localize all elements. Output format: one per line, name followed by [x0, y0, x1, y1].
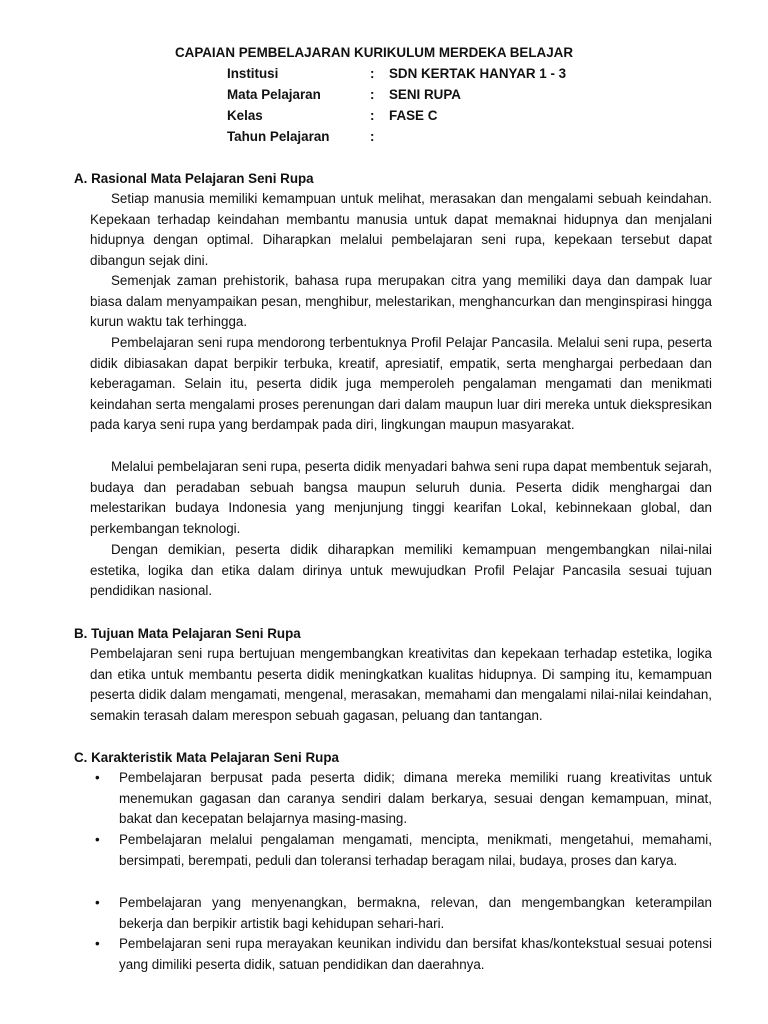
meta-value: FASE C — [389, 108, 438, 123]
bullet-icon: • — [95, 832, 100, 847]
meta-colon: : — [370, 129, 375, 144]
section-a-paragraph-1: Setiap manusia memiliki kemampuan untuk melihat, merasakan dan mengalami sebuah keindahan. Kepekaan terhadap keindahan membantu manusia untuk dapat memaknai hidupnya dan menjalani hidupnya dengan optimal. Diharapkan melalui pembelajaran seni rupa, kepekaan tersebut dapat dibangun sejak dini. — [90, 191, 712, 268]
section-b-paragraph: Pembelajaran seni rupa bertujuan mengembangkan kreativitas dan kepekaan terhadap estetika, logika dan etika untuk membantu peserta didik meningkatkan kualitas hidupnya. Di samping itu, kemampuan peserta didik dalam mengamati, mengenal, merasakan, memahami dan mengalami nilai-nilai keindahan, semakin terasah dalam merespon sebuah gagasan, peluang dan tantangan. — [90, 646, 712, 723]
bullet-text: Pembelajaran melalui pengalaman mengamati, mencipta, menikmati, mengetahui, memahami, bersimpati, berempati, peduli dan toleransi terhadap beragam nilai, budaya, proses dan karya. — [119, 832, 712, 868]
bullet-icon: • — [95, 895, 100, 910]
bullet-icon: • — [95, 936, 100, 951]
section-a-paragraph-5: Dengan demikian, peserta didik diharapkan memiliki kemampuan mengembangkan nilai-nilai estetika, logika dan etika dalam dirinya untuk mewujudkan Profil Pelajar Pancasila sesuai tujuan pendidikan nasional. — [90, 542, 712, 599]
section-a-paragraph-2: Semenjak zaman prehistorik, bahasa rupa merupakan citra yang memiliki daya dan dampak luar biasa dalam menyampaikan pesan, menghibur, melestarikan, menghancurkan dan menginspirasi hingga kurun waktu tak terhingga. — [90, 273, 712, 330]
section-a-paragraph-3: Pembelajaran seni rupa mendorong terbentuknya Profil Pelajar Pancasila. Melalui seni rupa, peserta didik dibiasakan dapat berpikir terbuka, kreatif, apresiatif, empatik, serta menghargai perbedaan dan keberagaman. Selain itu, peserta didik juga memperoleh pengalaman mengamati dan menikmati keindahan serta mengalami proses perenungan dari dalam maupun luar diri mereka untuk diekspresikan pada karya seni rupa yang berdampak pada diri, lingkungan maupun masyarakat. — [90, 335, 712, 433]
section-a-heading: A. Rasional Mata Pelajaran Seni Rupa — [74, 171, 314, 186]
bullet-text: Pembelajaran berpusat pada peserta didik; dimana mereka memiliki ruang kreativitas untuk menemukan gagasan dan caranya sendiri dalam berkarya, sesuai dengan kemampuan, minat, bakat dan kecepatan belajarnya masing-masing. — [119, 770, 712, 827]
meta-value: SDN KERTAK HANYAR 1 - 3 — [389, 66, 567, 81]
section-c-heading: C. Karakteristik Mata Pelajaran Seni Rupa — [74, 750, 339, 765]
section-b-heading: B. Tujuan Mata Pelajaran Seni Rupa — [74, 626, 301, 641]
bullet-text: Pembelajaran yang menyenangkan, bermakna, relevan, dan mengembangkan keterampilan bekerja dan berpikir artistik bagi kehidupan sehari-hari. — [119, 895, 712, 931]
bullet-icon: • — [95, 770, 100, 785]
meta-label: Mata Pelajaran — [227, 87, 321, 102]
bullet-text: Pembelajaran seni rupa merayakan keunikan individu dan bersifat khas/kontekstual sesuai potensi yang dimiliki peserta didik, satuan pendidikan dan daerahnya. — [119, 936, 712, 972]
meta-colon: : — [370, 108, 375, 123]
meta-label: Tahun Pelajaran — [227, 129, 330, 144]
meta-colon: : — [370, 66, 375, 81]
meta-colon: : — [370, 87, 375, 102]
meta-label: Kelas — [227, 108, 263, 123]
section-a-paragraph-4: Melalui pembelajaran seni rupa, peserta didik menyadari bahwa seni rupa dapat membentuk sejarah, budaya dan peradaban sebuah bangsa maupun seluruh dunia. Peserta didik menghargai dan melestarikan budaya Indonesia yang menjunjung tinggi kearifan Lokal, kebinnekaan global, dan perkembangan teknologi. — [90, 459, 712, 536]
document-title: CAPAIAN PEMBELAJARAN KURIKULUM MERDEKA BELAJAR — [174, 45, 573, 60]
meta-label: Institusi — [227, 66, 279, 81]
meta-value: SENI RUPA — [389, 87, 461, 102]
